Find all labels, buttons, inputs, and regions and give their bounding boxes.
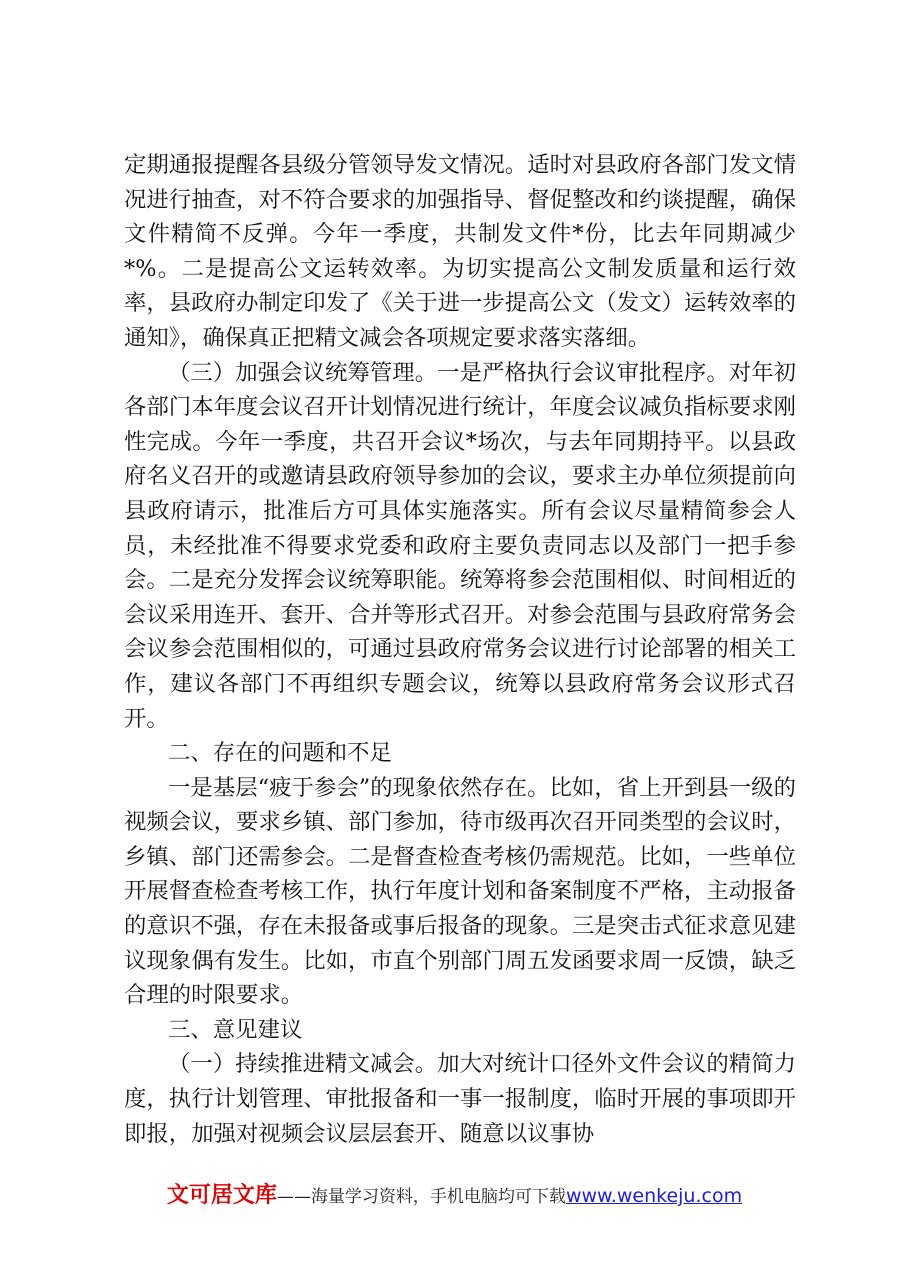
paragraph-2-body: 一是严格执行会议审批程序。对年初各部门本年度会议召开计划情况进行统计，年度会议减负指标要求刚性完成。今年一季度，共召开会议*场次，与去年同期持平。以县政府名义召开的或邀请县政府领导参加的会议，要求主办单位须提前向县政府请示，批准后方可具体实施落实。所有会议尽量精简参会人员，未经批准不得要求党委和政府主要负责同志以及部门一把手参会。二是充分发挥会议统筹职能。统筹将参会范围相似、时间相近的会议采用连开、套开、合并等形式召开。对参会范围与县政府常务会会议参会范围相似的，可通过县政府常务会议进行讨论部署的相关工作，建议各部门不再组织专题会议，统筹以县政府常务会议形式召开。 (124, 359, 797, 732)
footer-brand: 文可居文库 (166, 1183, 277, 1208)
paragraph-3: 一是基层“疲于参会”的现象依然存在。比如，省上开到县一级的视频会议，要求乡镇、部门参加，待市级再次召开同类型的会议时，乡镇、部门还需参会。二是督查检查考核仍需规范。比如，一些单位开展督查检查考核工作，执行年度计划和备案制度不严格，主动报备的意识不强，存在未报备或事后报备的现象。三是突击式征求意见建议现象偶有发生。比如，市直个别部门周五发函要求周一反馈，缺乏合理的时限要求。 (124, 774, 796, 1009)
paragraph-4 (124, 1047, 796, 1151)
paragraph-4-lead: （一）持续推进精文减会。 (168, 1051, 438, 1078)
footer-url-link[interactable]: www.wenkeju.com (565, 1185, 743, 1207)
footer-banner (0, 1178, 909, 1209)
paragraph-4-body: 加大对统计口径外文件会议的精简力度，执行计划管理、审批报备和一事一报制度，临时开展的事项即开即报，加强对视频会议层层套开、随意以议事协 (124, 1051, 797, 1147)
paragraph-2-lead: （三）加强会议统筹管理。 (168, 359, 438, 386)
paragraph-1: 定期通报提醒各县级分管领导发文情况。适时对县政府各部门发文情况进行抽查，对不符合要求的加强指导、督促整改和约谈提醒，确保文件精简不反弹。今年一季度，共制发文件*份，比去年同期减少*%。二是提高公文运转效率。为切实提高公文制发质量和运行效率，县政府办制定印发了《关于进一步提高公文（发文）运转效率的通知》，确保真正把精文减会各项规定要求落实落细。 (124, 152, 796, 351)
document-body (124, 148, 796, 1151)
paragraph-2 (124, 356, 796, 737)
section-heading-3: 三、意见建议 (168, 1016, 303, 1043)
section-heading-2: 二、存在的问题和不足 (168, 740, 392, 767)
footer-tagline: ——海量学习资料，手机电脑均可下载 (276, 1187, 566, 1207)
